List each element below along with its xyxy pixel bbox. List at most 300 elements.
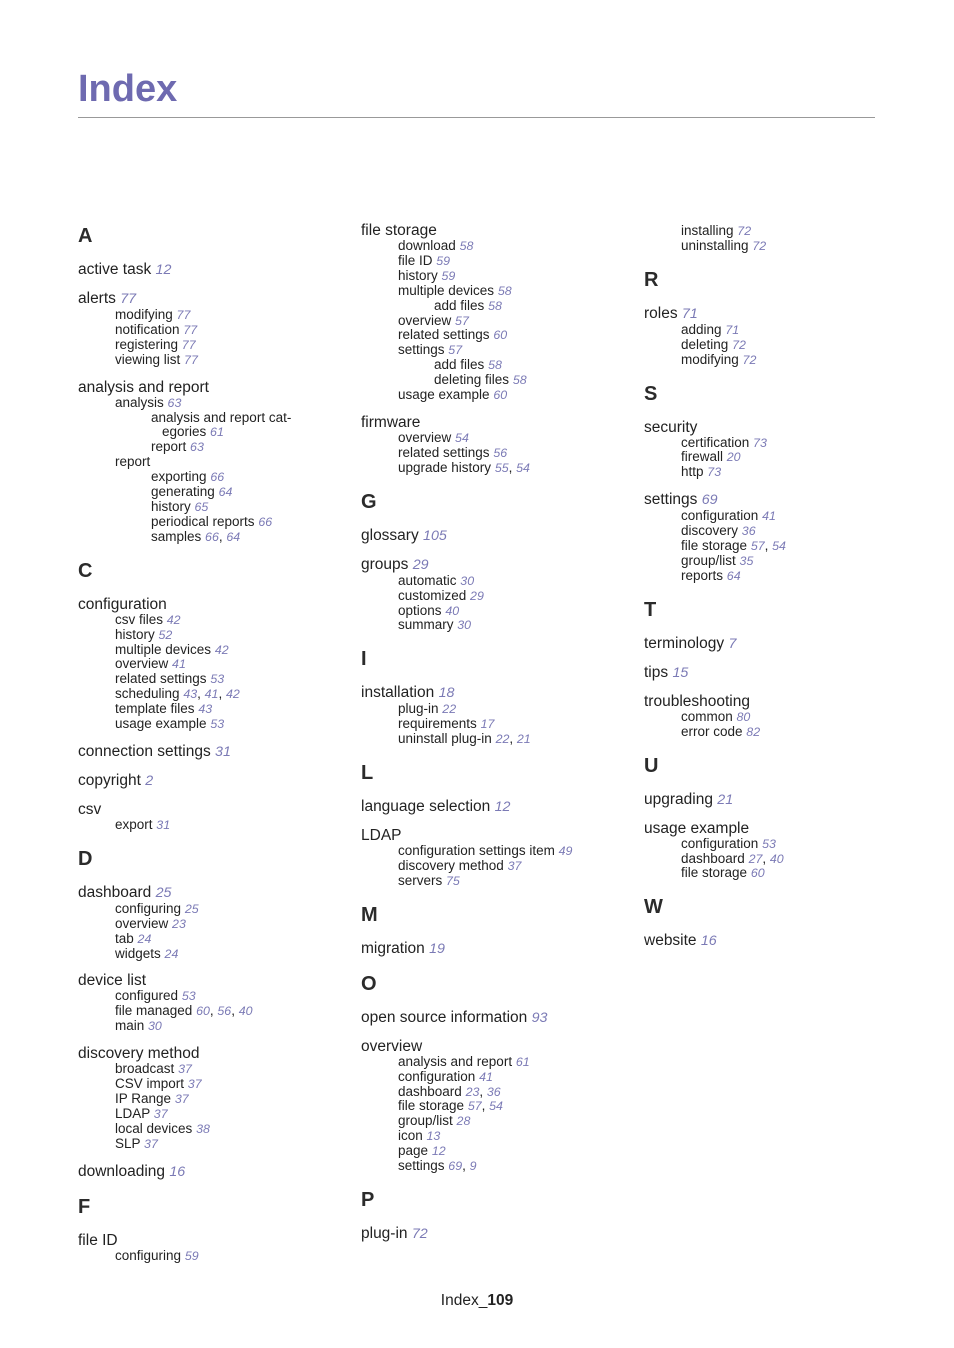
page-separator: , (197, 686, 205, 702)
index-subentry (361, 358, 631, 373)
page-link[interactable]: 36 (741, 524, 756, 539)
page-link[interactable]: 93 (531, 1009, 548, 1026)
index-subentry-label: deleting (681, 336, 729, 352)
index-subentry (644, 224, 914, 239)
index-subentry-label: file storage (681, 865, 748, 881)
index-term (78, 596, 348, 613)
index-term-label: tips (644, 663, 669, 681)
page-link[interactable]: 41 (479, 1069, 493, 1084)
index-subentry (361, 343, 631, 358)
page-link[interactable]: 61 (515, 1054, 530, 1069)
index-subentry (78, 672, 348, 687)
page-link[interactable]: 13 (426, 1129, 441, 1144)
index-subentry-label: automatic (398, 572, 457, 588)
page-link[interactable]: 29 (412, 556, 429, 573)
index-subentry (361, 574, 631, 589)
page-link[interactable]: 53 (210, 672, 225, 687)
page-link[interactable]: 54 (489, 1099, 503, 1114)
page-link[interactable]: 21 (516, 732, 531, 747)
index-term (78, 1232, 348, 1249)
page-link[interactable]: 40 (238, 1004, 253, 1019)
page-link[interactable]: 37 (174, 1092, 189, 1106)
index-subentry-label: uninstall plug-in (398, 731, 492, 747)
page-link[interactable]: 57 (750, 539, 765, 554)
page-link[interactable]: 58 (497, 283, 512, 298)
index-subentry (361, 239, 631, 254)
page-link[interactable]: 22 (442, 702, 457, 717)
index-term (644, 635, 914, 653)
index-subentry (78, 1019, 348, 1034)
index-subentry-label: viewing list (115, 351, 181, 367)
index-subentry (78, 1122, 348, 1137)
index-term (78, 379, 348, 396)
page-link[interactable]: 82 (746, 724, 761, 739)
page-link[interactable]: 77 (181, 337, 196, 352)
index-entry (361, 940, 631, 958)
page-link[interactable]: 72 (411, 1226, 428, 1242)
page-link[interactable]: 42 (225, 687, 240, 702)
index-entry (644, 693, 914, 740)
page-link[interactable]: 17 (480, 717, 495, 732)
index-term (644, 791, 914, 809)
index-entry (78, 884, 348, 962)
index-subentry-label: settings (398, 342, 445, 358)
index-term (78, 743, 348, 761)
page-link[interactable]: 66 (210, 470, 225, 485)
index-term (361, 827, 631, 844)
index-subentry-label: csv files (115, 611, 164, 627)
page-link[interactable]: 64 (226, 529, 241, 544)
section-letter: T (644, 598, 657, 621)
page-separator: , (509, 731, 517, 747)
index-entry (78, 801, 348, 833)
page-link[interactable]: 30 (457, 618, 472, 633)
page-link[interactable]: 49 (558, 844, 573, 859)
page-link[interactable]: 58 (488, 298, 502, 313)
index-subentry-label: dashboard (681, 850, 745, 866)
page-link[interactable]: 21 (717, 791, 734, 808)
page-link[interactable]: 12 (431, 1144, 446, 1159)
index-term (644, 305, 914, 323)
index-subentry-label: IP Range (115, 1091, 172, 1106)
index-subentry-label: samples (151, 528, 202, 544)
index-subentry (78, 1249, 348, 1264)
index-subentry-label: firewall (681, 449, 724, 465)
index-subentry (361, 844, 631, 859)
index-subentry (644, 353, 914, 368)
index-subentry (361, 1099, 631, 1114)
index-term (361, 1038, 631, 1055)
index-subentry (644, 323, 914, 338)
index-subentry-label: broadcast (115, 1061, 175, 1077)
index-term-label: file storage (361, 222, 437, 239)
page-link[interactable]: 18 (438, 685, 455, 702)
page-link[interactable]: 60 (493, 328, 508, 343)
index-subentry-label: template files (115, 701, 195, 717)
page-link[interactable]: 71 (681, 305, 698, 322)
index-subentry (644, 539, 914, 554)
index-subentry-label: related settings (398, 327, 490, 343)
page-link[interactable]: 64 (218, 485, 233, 500)
page-link[interactable]: 24 (137, 931, 152, 946)
page-link[interactable]: 77 (183, 322, 198, 337)
index-subentry-label: overview (398, 429, 452, 445)
page-link[interactable]: 52 (158, 627, 173, 642)
index-term-label: firmware (361, 413, 421, 431)
index-subentry-label: analysis and report cat- (151, 409, 292, 425)
index-subentry (361, 702, 631, 717)
section-letter: G (361, 490, 377, 513)
index-subentry-label: usage example (115, 716, 207, 732)
index-term-label: file ID (78, 1231, 118, 1249)
index-term (644, 932, 914, 950)
index-subentry (78, 628, 348, 643)
index-subentry-label: upgrade history (398, 459, 492, 475)
index-term (361, 684, 631, 702)
index-entry (361, 1225, 631, 1243)
section-letter: A (78, 225, 93, 247)
page-separator: , (209, 1003, 218, 1019)
page-link[interactable]: 12 (155, 262, 172, 278)
page-link[interactable]: 64 (726, 568, 741, 583)
index-entry (78, 972, 348, 1034)
page-link[interactable]: 36 (486, 1084, 501, 1099)
index-term-label: troubleshooting (644, 692, 750, 710)
index-subentry (644, 710, 914, 725)
page-link[interactable]: 58 (488, 358, 502, 373)
page-link[interactable]: 60 (196, 1004, 210, 1019)
index-subentry-label: download (398, 238, 456, 253)
index-entry (644, 664, 914, 682)
index-term-label: glossary (361, 526, 419, 544)
index-term (361, 414, 631, 431)
section-letter: L (361, 762, 374, 785)
index-subentry (78, 717, 348, 732)
index-term-label: alerts (78, 290, 116, 307)
page-link[interactable]: 56 (493, 445, 508, 460)
index-subentry (644, 338, 914, 353)
index-subentry (78, 440, 348, 455)
page-link[interactable]: 72 (742, 352, 757, 367)
index-subentry (361, 1144, 631, 1159)
index-term (644, 419, 914, 436)
index-subentry-label: history (398, 267, 438, 283)
index-entry (361, 414, 631, 476)
section-letter: S (644, 382, 658, 405)
section-letter: D (78, 847, 93, 870)
index-subentry-label: overview (115, 656, 169, 672)
index-subentry (78, 515, 348, 530)
index-subentry (78, 1092, 348, 1107)
page-link[interactable]: 56 (217, 1004, 232, 1019)
index-column-3 (644, 224, 914, 950)
index-subentry (78, 470, 348, 485)
page-link[interactable]: 29 (470, 588, 484, 603)
page-link[interactable]: 43 (198, 702, 213, 717)
page-link[interactable]: 57 (448, 343, 463, 358)
index-subentry-label: add files (434, 297, 485, 313)
index-entry (78, 1163, 348, 1181)
page-link[interactable]: 41 (204, 687, 219, 702)
page-link[interactable]: 16 (169, 1163, 186, 1180)
index-term-label: csv (78, 800, 102, 818)
page-link[interactable]: 66 (205, 529, 219, 544)
index-subentry-label: report (151, 439, 187, 455)
page-link[interactable]: 63 (190, 440, 204, 455)
page-link[interactable]: 24 (164, 946, 179, 961)
section-letter: F (78, 1195, 91, 1218)
index-subentry (361, 717, 631, 732)
index-subentry-label: reports (681, 567, 724, 583)
page-link[interactable]: 59 (436, 253, 451, 268)
index-term-label: plug-in (361, 1225, 408, 1242)
page-link[interactable]: 66 (258, 514, 273, 529)
page-link[interactable]: 37 (187, 1077, 202, 1092)
index-term (78, 772, 348, 790)
index-entry (78, 261, 348, 279)
page-link[interactable]: 16 (700, 933, 717, 950)
section-letter: P (361, 1189, 375, 1211)
page-link[interactable]: 58 (512, 373, 527, 388)
page-link[interactable]: 31 (156, 817, 171, 832)
page-link[interactable]: 30 (148, 1019, 162, 1034)
page-link[interactable]: 2 (145, 772, 154, 789)
page-link[interactable]: 53 (210, 717, 225, 732)
page-link[interactable]: 22 (495, 732, 510, 747)
page-separator: , (764, 538, 773, 554)
index-term-label: website (644, 932, 697, 950)
index-term-label: settings (644, 491, 698, 509)
index-subentry (78, 989, 348, 1004)
index-subentry (361, 1085, 631, 1100)
index-term-label: discovery method (78, 1045, 200, 1063)
index-subentry-label: file storage (681, 538, 748, 554)
page-link[interactable]: 80 (736, 709, 751, 724)
index-subentry (644, 509, 914, 524)
index-subentry-label: configured (115, 988, 179, 1004)
page-link[interactable]: 28 (456, 1114, 471, 1129)
index-entry (78, 290, 348, 368)
page-link[interactable]: 20 (726, 450, 741, 465)
index-entry (644, 305, 914, 368)
page-link[interactable]: 55 (494, 460, 509, 475)
index-term-label: analysis and report (78, 378, 209, 396)
index-entry (78, 379, 348, 545)
page-link[interactable]: 7 (728, 635, 737, 652)
index-subentry-label: local devices (115, 1120, 193, 1136)
index-subentry (361, 1114, 631, 1129)
page-link[interactable]: 15 (672, 664, 689, 681)
index-term-label: active task (78, 261, 152, 278)
page-link[interactable]: 19 (429, 940, 445, 957)
index-subentry-label: add files (434, 357, 485, 373)
page-link[interactable]: 69 (448, 1159, 463, 1174)
page-link[interactable]: 73 (707, 465, 722, 480)
index-term-label: upgrading (644, 790, 713, 808)
index-subentry-label: file managed (115, 1003, 193, 1019)
page-link[interactable]: 72 (737, 224, 752, 238)
page-link[interactable]: 53 (181, 989, 196, 1004)
page-link[interactable]: 42 (166, 612, 181, 627)
page-link[interactable]: 30 (460, 573, 475, 588)
index-entry (644, 791, 914, 809)
page-link[interactable]: 57 (467, 1099, 482, 1114)
index-subentry-label: configuring (115, 900, 182, 916)
index-term-label: language selection (361, 798, 491, 816)
page-link[interactable]: 12 (494, 799, 511, 816)
page-separator: , (218, 686, 226, 702)
page-link[interactable]: 72 (752, 238, 767, 253)
index-term (78, 1045, 348, 1062)
page-link[interactable]: 65 (194, 499, 209, 514)
index-term (644, 664, 914, 682)
index-subentry (78, 323, 348, 338)
index-entry (361, 527, 631, 545)
index-subentry-label: icon (398, 1128, 423, 1144)
index-subentry-label: group/list (398, 1113, 453, 1129)
page-link[interactable]: 73 (753, 435, 767, 450)
index-subentry (361, 328, 631, 343)
footer-page-number: 109 (487, 1292, 514, 1309)
index-entry (78, 1232, 348, 1264)
page-link[interactable]: 63 (167, 395, 182, 410)
index-subentry-label: registering (115, 336, 179, 352)
page-link[interactable]: 54 (516, 460, 530, 475)
page-link[interactable]: 25 (184, 901, 199, 916)
page-link[interactable]: 23 (172, 916, 186, 931)
index-term (361, 527, 631, 545)
index-subentry-label: servers (398, 872, 443, 888)
index-entry (361, 1038, 631, 1174)
index-term-label: downloading (78, 1162, 166, 1180)
index-term-label: installation (361, 684, 435, 702)
page-link[interactable]: 53 (762, 836, 776, 851)
page-link[interactable]: 69 (701, 492, 718, 509)
page-link[interactable]: 9 (469, 1159, 477, 1174)
index-entry (361, 798, 631, 816)
index-entry (361, 1009, 631, 1027)
index-term (361, 798, 631, 816)
index-subentry-label: discovery method (398, 857, 504, 873)
index-term-label: connection settings (78, 742, 211, 760)
page-separator: , (462, 1158, 470, 1174)
index-subentry (78, 485, 348, 500)
page-link[interactable]: 35 (739, 553, 754, 568)
index-subentry-label: egories (162, 424, 207, 440)
page-link[interactable]: 75 (446, 873, 460, 888)
page-link[interactable]: 57 (455, 313, 469, 328)
section-letter: M (361, 903, 378, 926)
page-link[interactable]: 43 (183, 687, 198, 702)
page-link[interactable]: 105 (423, 527, 447, 544)
page-link[interactable]: 58 (459, 239, 474, 253)
index-subentry-label: multiple devices (115, 641, 212, 657)
index-column-2 (361, 222, 631, 1243)
index-subentry (361, 874, 631, 889)
index-term-label: configuration (78, 595, 167, 613)
index-term (78, 261, 348, 279)
page-link[interactable]: 60 (493, 388, 508, 403)
page-link[interactable]: 41 (762, 509, 776, 524)
index-subentry-label: configuration settings item (398, 843, 555, 859)
index-subentry (361, 618, 631, 633)
index-subentry (78, 353, 348, 368)
section-letter: I (361, 648, 367, 671)
index-subentry-label: CSV import (115, 1076, 185, 1092)
index-subentry (361, 1070, 631, 1085)
section-letter: R (644, 268, 659, 291)
page-link[interactable]: 59 (184, 1248, 199, 1263)
page-link[interactable]: 71 (725, 322, 740, 337)
index-subentry-label: overview (115, 915, 169, 931)
index-term (78, 972, 348, 989)
index-subentry (78, 308, 348, 323)
index-term (361, 222, 631, 239)
index-subentry-label: modifying (681, 351, 739, 367)
index-subentry (644, 436, 914, 451)
page-link[interactable]: 54 (772, 539, 786, 554)
page-link[interactable]: 23 (465, 1084, 480, 1099)
index-subentry-label: configuration (681, 508, 759, 524)
index-subentry-label: customized (398, 587, 467, 603)
page-link[interactable]: 77 (184, 352, 198, 367)
index-subentry-label: exporting (151, 469, 207, 485)
index-subentry (644, 852, 914, 867)
page-link[interactable]: 72 (732, 337, 746, 352)
page-link[interactable]: 27 (748, 851, 763, 866)
page-link[interactable]: 37 (153, 1106, 168, 1121)
page-link[interactable]: 77 (176, 308, 191, 322)
index-term-label: security (644, 418, 698, 436)
page-footer (0, 1292, 954, 1310)
index-subentry-label: plug-in (398, 701, 439, 717)
page-link[interactable]: 40 (445, 603, 460, 618)
page-link[interactable]: 54 (455, 430, 469, 445)
index-term-label: device list (78, 972, 147, 990)
page-link[interactable]: 31 (215, 743, 231, 760)
index-subentry (78, 902, 348, 917)
page-separator: , (231, 1003, 239, 1019)
index-subentry-label: usage example (398, 387, 490, 403)
page-link[interactable]: 37 (178, 1062, 192, 1077)
index-subentry-label: http (681, 464, 704, 480)
index-subentry-label: error code (681, 723, 743, 739)
page-link[interactable]: 37 (507, 858, 522, 873)
index-subentry-label: related settings (398, 444, 490, 460)
page-link[interactable]: 60 (750, 866, 765, 881)
page-link[interactable]: 38 (196, 1121, 210, 1136)
page-link[interactable]: 42 (214, 642, 229, 657)
page-link[interactable]: 37 (144, 1136, 158, 1151)
page-link[interactable]: 59 (441, 268, 456, 283)
index-entry (644, 491, 914, 584)
index-subentry (78, 643, 348, 658)
index-subentry (361, 1055, 631, 1070)
index-term-label: dashboard (78, 883, 152, 901)
index-subentry-label: analysis and report (398, 1053, 513, 1069)
page-link[interactable]: 25 (155, 884, 172, 901)
index-subentry-label: widgets (115, 945, 161, 961)
section-letter: C (78, 559, 93, 582)
index-subentry (361, 388, 631, 403)
page-link[interactable]: 61 (210, 425, 224, 440)
page-link[interactable]: 77 (120, 291, 137, 307)
page-link[interactable]: 41 (172, 657, 186, 672)
page-link[interactable]: 40 (769, 851, 784, 866)
index-subentry-label: summary (398, 617, 454, 633)
index-subentry (78, 455, 348, 470)
page-separator: , (762, 850, 770, 866)
